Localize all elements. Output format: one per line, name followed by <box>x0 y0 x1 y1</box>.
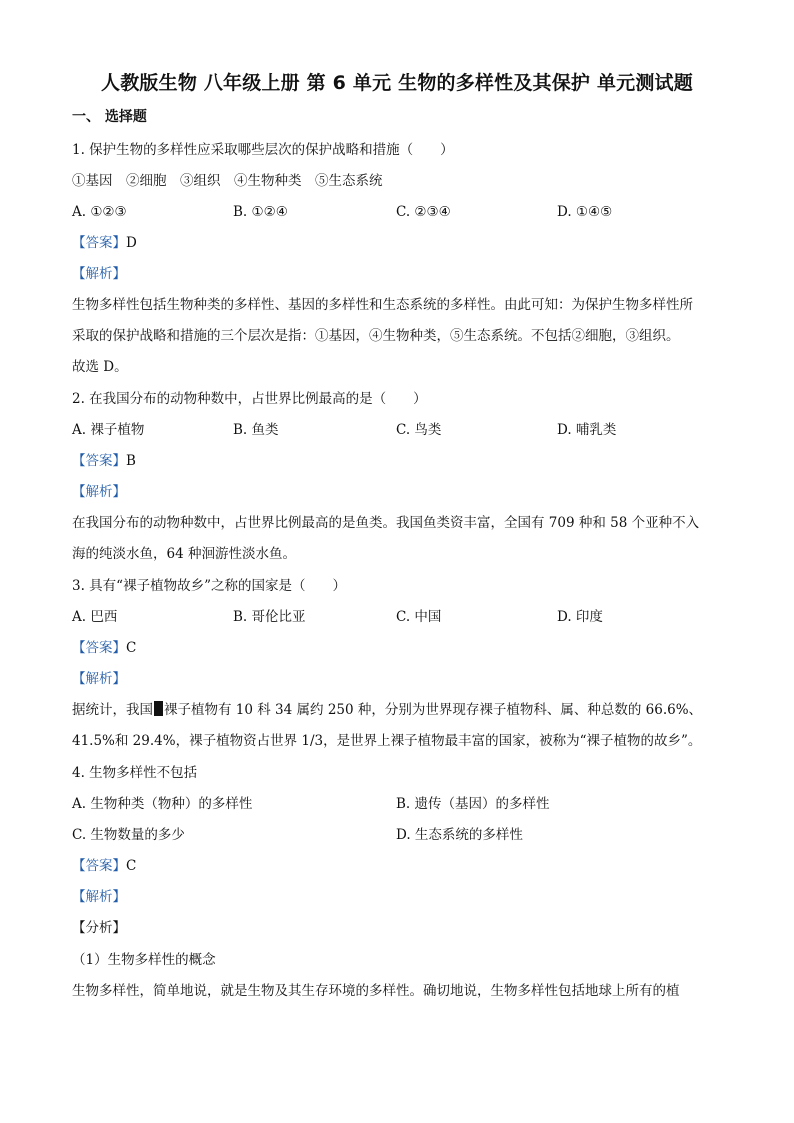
q2-option-a: A. 裸子植物 <box>72 422 145 438</box>
q1-analysis-label: 【解析】 <box>72 266 126 282</box>
answer-label: 【答案】 <box>72 640 126 656</box>
q1-items: ①基因 ②细胞 ③组织 ④生物种类 ⑤生态系统 <box>72 173 383 189</box>
answer-value: C <box>126 640 137 656</box>
q4-analysis-label: 【解析】 <box>72 889 126 905</box>
q3-analysis-line <box>72 701 702 719</box>
q4-option-c: C. 生物数量的多少 <box>72 827 185 843</box>
q1-analysis-line: 生物多样性包括生物种类的多样性、基因的多样性和生态系统的多样性。由此可知：为保护生物多样性所 <box>72 297 693 313</box>
q2-answer <box>72 452 136 470</box>
q4-analysis-line: 生物多样性，简单地说，就是生物及其生存环境的多样性。确切地说，生物多样性包括地球上所有的植 <box>72 983 680 999</box>
answer-label: 【答案】 <box>72 235 126 251</box>
q4-answer <box>72 857 136 875</box>
q2-analysis-line: 海的纯淡水鱼，64 种洄游性淡水鱼。 <box>72 546 296 562</box>
redaction-mark <box>154 701 163 716</box>
q1-analysis-line: 故选 D。 <box>72 359 128 375</box>
q3-option-c: C. 中国 <box>396 609 442 625</box>
answer-value: D <box>126 235 137 251</box>
q1-option-c: C. ②③④ <box>396 204 451 220</box>
answer-label: 【答案】 <box>72 453 126 469</box>
answer-value: C <box>126 858 137 874</box>
section-heading: 一、 选择题 <box>72 109 147 125</box>
q4-stem: 4. 生物多样性不包括 <box>72 765 198 781</box>
q4-option-a: A. 生物种类（物种）的多样性 <box>72 796 253 812</box>
q3-stem: 3. 具有“裸子植物故乡”之称的国家是（ ） <box>72 578 346 594</box>
q1-option-b: B. ①②④ <box>233 204 288 220</box>
q1-option-d: D. ①④⑤ <box>557 204 613 220</box>
q3-analysis-line: 41.5%和 29.4%，裸子植物资占世界 1/3，是世界上裸子植物最丰富的国家，被称为“裸子植物的故乡”。 <box>72 733 702 749</box>
answer-value: B <box>126 453 136 469</box>
q2-option-d: D. 哺乳类 <box>557 422 617 438</box>
q3-option-b: B. 哥伦比亚 <box>233 609 306 625</box>
q4-subheading: （1）生物多样性的概念 <box>72 952 216 968</box>
q4-fenxi-label: 【分析】 <box>72 920 126 936</box>
analysis-text: 裸子植物有 10 科 34 属约 250 种，分别为世界现存裸子植物科、属、种总数的 66.6%、 <box>164 702 703 718</box>
q1-option-a: A. ①②③ <box>72 204 127 220</box>
q2-analysis-line: 在我国分布的动物种数中，占世界比例最高的是鱼类。我国鱼类资丰富，全国有 709 种和 58 个亚种不入 <box>72 515 700 531</box>
q3-option-a: A. 巴西 <box>72 609 118 625</box>
q4-option-b: B. 遗传（基因）的多样性 <box>396 796 550 812</box>
document-title: 人教版生物 八年级上册 第 6 单元 生物的多样性及其保护 单元测试题 <box>101 72 693 94</box>
q2-option-b: B. 鱼类 <box>233 422 279 438</box>
q3-option-d: D. 印度 <box>557 609 603 625</box>
analysis-text: 据统计，我国 <box>72 702 153 718</box>
q2-stem: 2. 在我国分布的动物种数中，占世界比例最高的是（ ） <box>72 391 427 407</box>
q1-answer <box>72 234 137 252</box>
q1-analysis-line: 采取的保护战略和措施的三个层次是指：①基因，④生物种类，⑤生态系统。不包括②细胞，③组织。 <box>72 328 680 344</box>
q2-analysis-label: 【解析】 <box>72 484 126 500</box>
q2-option-c: C. 鸟类 <box>396 422 442 438</box>
answer-label: 【答案】 <box>72 858 126 874</box>
q1-stem: 1. 保护生物的多样性应采取哪些层次的保护战略和措施（ ） <box>72 142 454 158</box>
q3-analysis-label: 【解析】 <box>72 671 126 687</box>
q3-answer <box>72 639 136 657</box>
q4-option-d: D. 生态系统的多样性 <box>396 827 523 843</box>
